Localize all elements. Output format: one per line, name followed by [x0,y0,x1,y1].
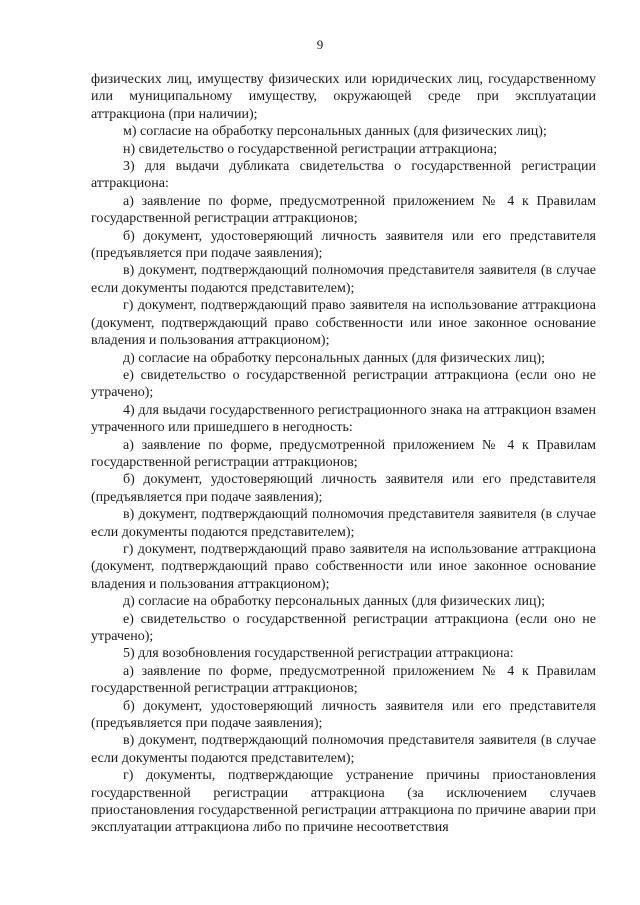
paragraph-section-5: 5) для возобновления государственной регистрации аттракциона: [123,646,514,662]
paragraph-item-b: б) документ, удостоверяющий личность заявителя или его представителя (предъявляется при подаче заявления); [91,698,596,732]
paragraph-item-d: д) согласие на обработку персональных данных (для физических лиц); [123,350,546,366]
paragraph-item-b: б) документ, удостоверяющий личность заявителя или его представителя (предъявляется при подаче заявления); [91,472,596,505]
document-body [91,71,596,837]
paragraph-item-v: в) документ, подтверждающий полномочия представителя заявителя (в случае если документы подаются представителем); [91,263,596,296]
paragraph-item-v: в) документ, подтверждающий полномочия представителя заявителя (в случае если документы подаются представителем); [91,733,596,766]
paragraph-item-d: д) согласие на обработку персональных данных (для физических лиц); [123,594,546,610]
paragraph-section-3: 3) для выдачи дубликата свидетельства о государственной регистрации аттракциона: [91,159,596,192]
paragraph-item-a: а) заявление по форме, предусмотренной приложением № 4 к Правилам государственной регистрации аттракционов; [91,193,596,227]
paragraph-item-g: г) документ, подтверждающий право заявителя на использование аттракциона (документ, подтверждающий право собственности или иное законное основание владения и пользования аттракционом); [91,298,596,349]
paragraph-item-n: н) свидетельство о государственной регистрации аттракциона; [123,141,498,157]
paragraph-item-g: г) документы, подтверждающие устранение причины приостановления государственной регистрации аттракциона (за исключением случаев приостановления государственной регистрации аттракциона по причине аварии при эксплуатации аттракциона либо по причине несоответствия [91,768,596,836]
paragraph-continuation: физических лиц, имуществу физических или юридических лиц, государственному или муниципальному имуществу, окружающей среде при эксплуатации аттракциона (при наличии); [91,72,596,122]
paragraph-item-g: г) документ, подтверждающий право заявителя на использование аттракциона (документ, подтверждающий право собственности или иное законное основание владения и пользования аттракционом); [91,541,596,592]
paragraph-section-4: 4) для выдачи государственного регистрационного знака на аттракцион взамен утраченного или пришедшего в негодность: [91,402,596,436]
paragraph-item-e: е) свидетельство о государственной регистрации аттракциона (если оно не утрачено); [91,367,596,401]
paragraph-item-a: а) заявление по форме, предусмотренной приложением № 4 к Правилам государственной регистрации аттракционов; [91,437,596,470]
paragraph-item-v: в) документ, подтверждающий полномочия представителя заявителя (в случае если документы подаются представителем); [91,507,596,540]
paragraph-item-b: б) документ, удостоверяющий личность заявителя или его представителя (предъявляется при подаче заявления); [91,228,596,262]
paragraph-item-m: м) согласие на обработку персональных данных (для физических лиц); [123,124,547,140]
paragraph-item-e: е) свидетельство о государственной регистрации аттракциона (если оно не утрачено); [91,611,596,644]
paragraph-item-a: а) заявление по форме, предусмотренной приложением № 4 к Правилам государственной регистрации аттракционов; [91,663,596,697]
page-number: 9 [316,37,324,52]
